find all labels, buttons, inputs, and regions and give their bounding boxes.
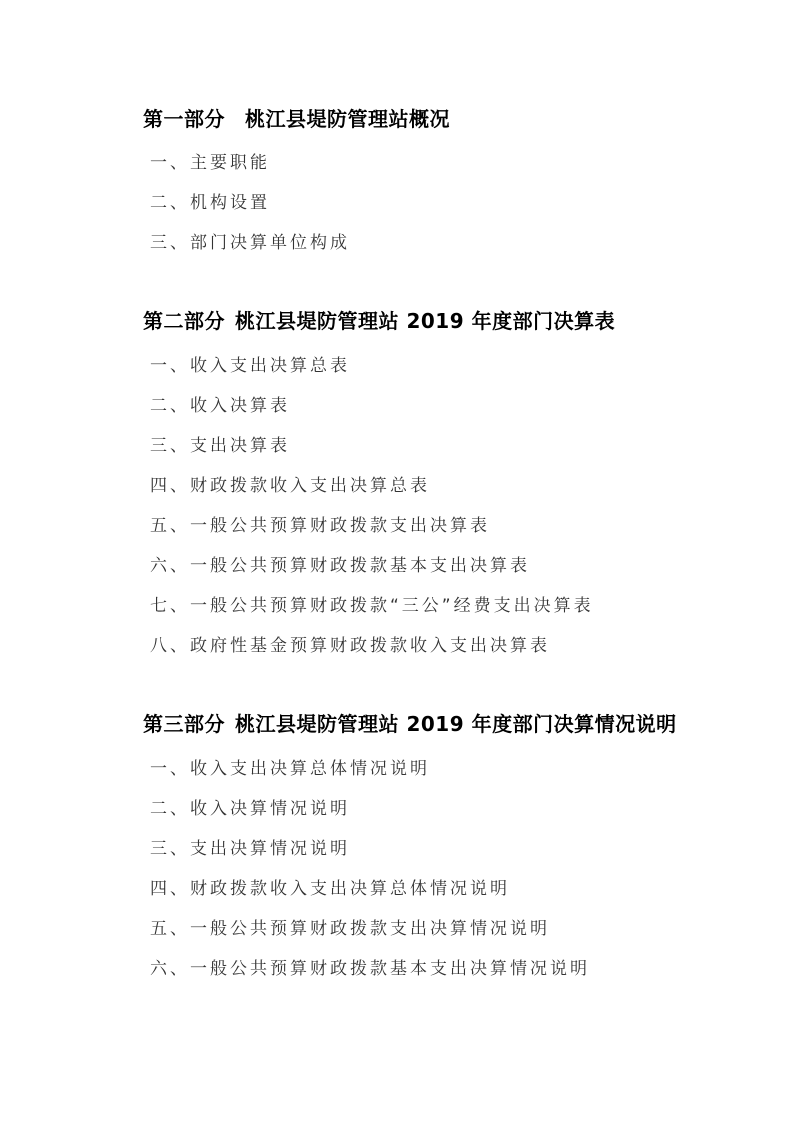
part2-item-2: 二、收入决算表 — [150, 396, 290, 416]
part3-item-4: 四、财政拨款收入支出决算总体情况说明 — [150, 879, 510, 899]
part2-heading — [143, 308, 615, 334]
part1-item-3: 三、部门决算单位构成 — [150, 233, 350, 253]
part1-title-number: 第一部分 — [143, 107, 225, 131]
part2-item-7: 七、一般公共预算财政拨款“三公”经费支出决算表 — [150, 596, 594, 616]
part3-item-3: 三、支出决算情况说明 — [150, 839, 350, 859]
part1-item-2: 二、机构设置 — [150, 193, 270, 213]
part2-title-number: 第二部分 — [143, 309, 225, 333]
part2-item-4: 四、财政拨款收入支出决算总表 — [150, 476, 430, 496]
part1-title-text: 桃江县堤防管理站概况 — [245, 107, 450, 131]
part3-item-5: 五、一般公共预算财政拨款支出决算情况说明 — [150, 919, 550, 939]
part2-item-6: 六、一般公共预算财政拨款基本支出决算表 — [150, 556, 530, 576]
part2-item-8: 八、政府性基金预算财政拨款收入支出决算表 — [150, 636, 550, 656]
part3-heading — [143, 711, 677, 737]
part3-item-1: 一、收入支出决算总体情况说明 — [150, 759, 430, 779]
part2-item-1: 一、收入支出决算总表 — [150, 356, 350, 376]
part3-title-number: 第三部分 — [143, 712, 225, 736]
part3-item-2: 二、收入决算情况说明 — [150, 799, 350, 819]
part2-item-3: 三、支出决算表 — [150, 436, 290, 456]
part1-item-1: 一、主要职能 — [150, 153, 270, 173]
part1-heading — [143, 106, 450, 132]
part3-title-text: 桃江县堤防管理站 2019 年度部门决算情况说明 — [235, 712, 677, 736]
part2-title-text: 桃江县堤防管理站 2019 年度部门决算表 — [235, 309, 616, 333]
part2-item-5: 五、一般公共预算财政拨款支出决算表 — [150, 516, 490, 536]
part3-item-6: 六、一般公共预算财政拨款基本支出决算情况说明 — [150, 959, 590, 979]
